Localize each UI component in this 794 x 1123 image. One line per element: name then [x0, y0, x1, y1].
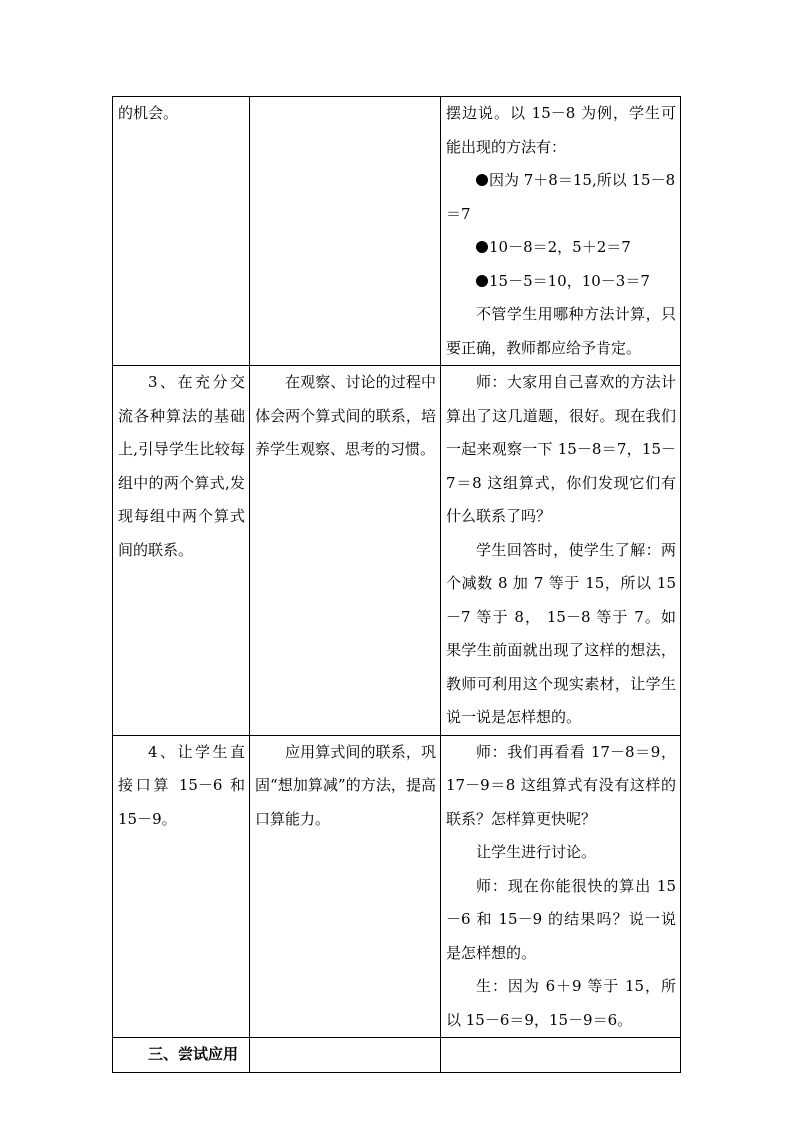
table-cell	[113, 1038, 250, 1073]
cell-text: 师：现在你能很快的算出 15－6 和 15－9 的结果吗？说一说是怎样想的。	[446, 876, 676, 962]
table-row	[113, 366, 681, 736]
cell-text: 应用算式间的联系，巩固“想加算减”的方法，提高口算能力。	[255, 742, 436, 828]
list-item	[446, 265, 676, 299]
table-cell	[250, 97, 441, 366]
cell-text: 的机会。	[118, 104, 179, 122]
cell-text: 让学生进行讨论。	[476, 843, 597, 861]
cell-text: 4、让学生直接口算 15－6 和 15－9。	[118, 742, 245, 828]
cell-text: 不管学生用哪种方法计算，只要正确，教师都应给予肯定。	[446, 305, 676, 357]
table-cell	[250, 735, 441, 1038]
cell-text: 学生回答时，使学生了解：两个减数 8 加 7 等于 15，所以 15－7 等于 8， 15－8 等于 7。如果学生前面就出现了这样的想法，教师可利用这个现实素材，让学生说一说是怎样想的。	[446, 540, 676, 726]
table-row	[113, 97, 681, 366]
table-cell	[441, 735, 681, 1038]
table-cell	[250, 1038, 441, 1073]
list-item	[446, 231, 676, 265]
lesson-plan-table	[112, 96, 681, 1073]
cell-text: 摆边说。以 15－8 为例，学生可能出现的方法有：	[446, 104, 676, 156]
bullet-dot-icon	[476, 241, 488, 253]
cell-text: 在观察、讨论的过程中体会两个算式间的联系，培养学生观察、思考的习惯。	[255, 373, 436, 458]
table-cell	[113, 97, 250, 366]
cell-text: 3、在充分交流各种算法的基础上,引导学生比较每组中的两个算式,发现每组中两个算式间的联系。	[118, 373, 245, 559]
table-cell	[113, 366, 250, 736]
bullet-dot-icon	[476, 275, 488, 287]
table-cell	[441, 1038, 681, 1073]
bullet-dot-icon	[476, 174, 488, 186]
list-item-text: 10－8＝2，5＋2＝7	[489, 238, 631, 256]
section-heading: 三、尝试应用	[148, 1045, 239, 1063]
table-cell	[441, 97, 681, 366]
table-row	[113, 735, 681, 1038]
table-row	[113, 1038, 681, 1073]
cell-text: 生：因为 6＋9 等于 15，所以 15－6＝9，15－9＝6。	[446, 977, 676, 1029]
table-cell	[250, 366, 441, 736]
list-item	[446, 164, 676, 231]
cell-text: 师：大家用自己喜欢的方法计算出了这几道题，很好。现在我们一起来观察一下 15－8＝7，15－7＝8 这组算式，你们发现它们有什么联系了吗？	[446, 373, 676, 525]
list-item-text: 15－5＝10，10－3＝7	[489, 271, 650, 290]
table-cell	[441, 366, 681, 736]
list-item-text: 因为 7＋8＝15,所以 15－8＝7	[446, 171, 676, 223]
table-cell	[113, 735, 250, 1038]
cell-text: 师：我们再看看 17－8＝9，17－9＝8 这组算式有没有这样的联系？怎样算更快呢？	[446, 742, 676, 828]
